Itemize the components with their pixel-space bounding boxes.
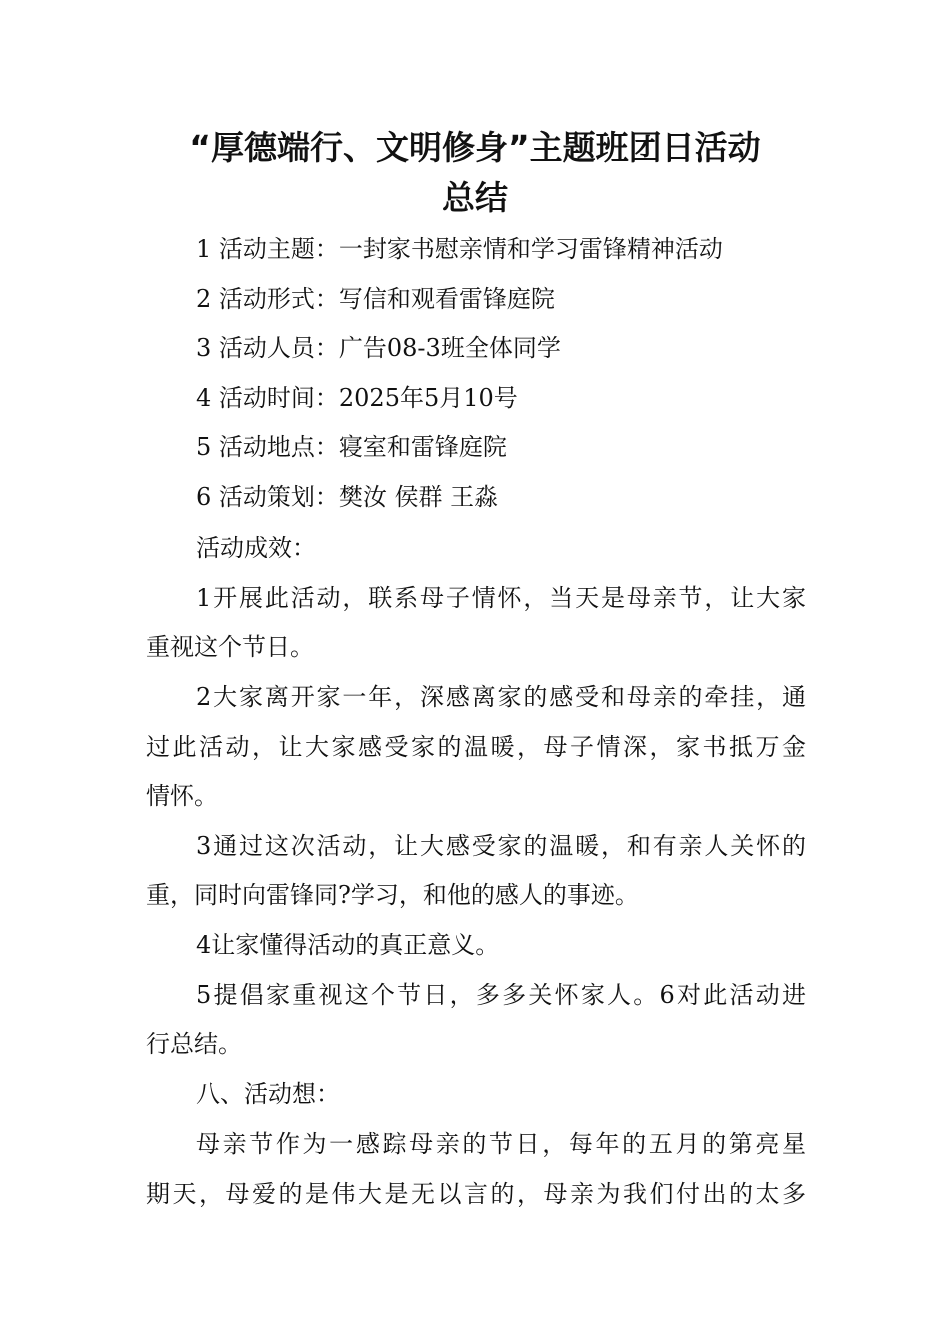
result-2-line-2: 过此活动，让大家感受家的温暖，母子情深，家书抵万金 [146,733,806,761]
info-participants: 3 活动人员：广告08-3班全体同学 [196,334,561,362]
result-1-line-1: 1开展此活动，联系母子情怀，当天是母亲节，让大家 [196,584,806,612]
info-theme: 1 活动主题：一封家书慰亲情和学习雷锋精神活动 [196,235,723,263]
title-line-2: 总结 [442,178,508,217]
result-2-line-3: 情怀。 [146,782,218,810]
info-planners: 6 活动策划：樊汝 侯群 王淼 [196,483,499,511]
thoughts-heading: 八、活动想： [196,1080,340,1108]
info-location: 5 活动地点：寝室和雷锋庭院 [196,433,507,461]
result-3-line-2: 重，同时向雷锋同?学习，和他的感人的事迹。 [146,881,639,909]
result-3-line-1: 3通过这次活动，让大感受家的温暖，和有亲人关怀的 [196,832,806,860]
result-2-line-1: 2大家离开家一年，深感离家的感受和母亲的牵挂，通 [196,683,806,711]
result-4-line-1: 4让家懂得活动的真正意义。 [196,931,500,959]
title-line-1: “厚德端行、文明修身”主题班团日活动 [189,128,761,167]
info-format: 2 活动形式：写信和观看雷锋庭院 [196,285,555,313]
result-5-line-2: 行总结。 [146,1030,242,1058]
results-heading: 活动成效： [196,534,316,562]
thoughts-line-1: 母亲节作为一感踪母亲的节日，每年的五月的第亮星 [196,1130,806,1158]
thoughts-line-2: 期天，母爱的是伟大是无以言的，母亲为我们付出的太多 [146,1180,806,1208]
info-time: 4 活动时间：2025年5月10号 [196,384,518,412]
result-5-line-1: 5提倡家重视这个节日，多多关怀家人。6对此活动进 [196,981,806,1009]
result-1-line-2: 重视这个节日。 [146,633,314,661]
